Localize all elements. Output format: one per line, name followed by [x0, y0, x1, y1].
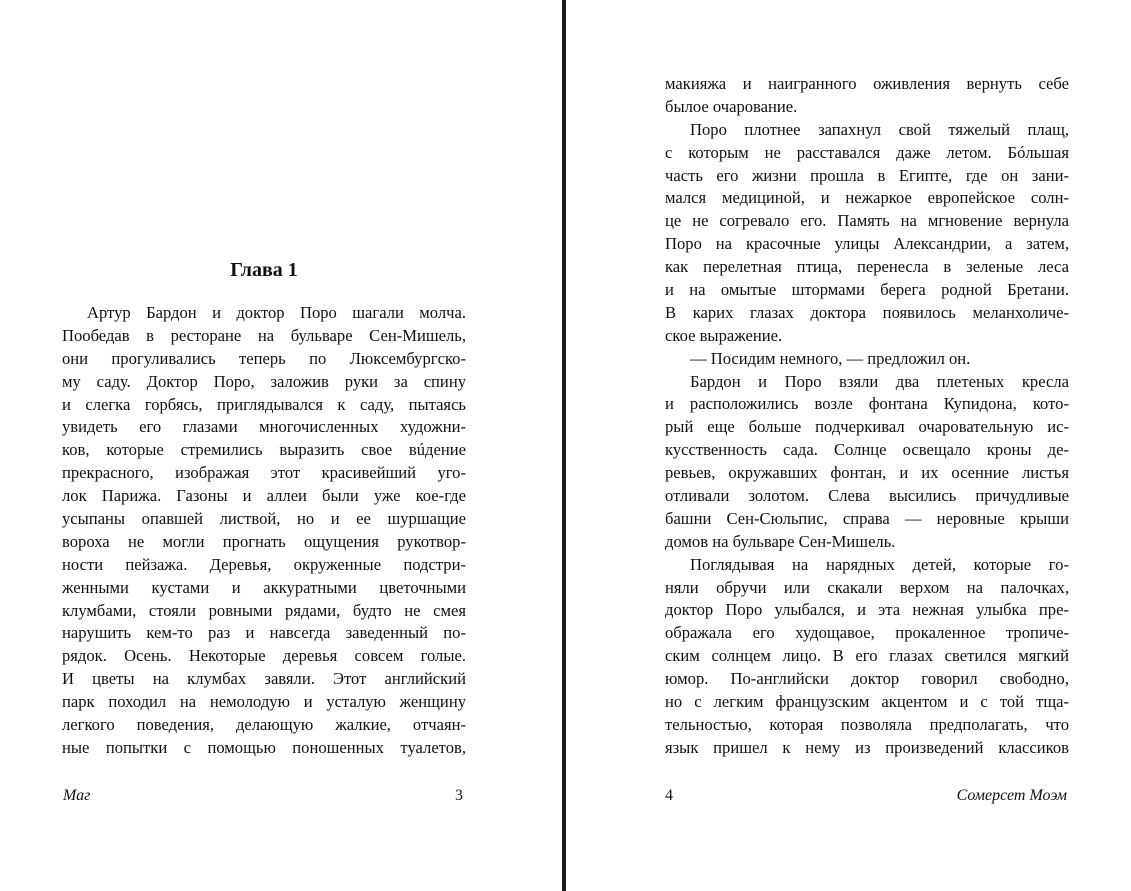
text-line: — Посидим немного, — предложил он.: [690, 348, 971, 368]
text-line: Бардон и Поро взяли два плетеных кресла: [690, 371, 1069, 391]
text-line: Пообедав в ресторане на бульваре Сен-Мишель,: [62, 325, 466, 345]
text-line: домов на бульваре Сен-Мишель.: [665, 531, 896, 551]
text-line: отливали золотом. Слева высились причудливые: [665, 486, 1069, 506]
text-line: це не согревало его. Память на мгновение вернула: [665, 211, 1069, 231]
text-line: ским солнцем лицо. В его глазах светился мягкий: [665, 646, 1069, 666]
text-line: доктор Поро улыбался, и эта нежная улыбка пре-: [665, 600, 1069, 620]
text-line: му саду. Доктор Поро, заложив руки за спину: [62, 371, 466, 391]
text-line: юмор. По-английски доктор говорил свободно,: [665, 669, 1069, 689]
text-line: Поро на красочные улицы Александрии, а затем,: [665, 234, 1069, 254]
text-line: ные попытки с помощью поношенных туалетов,: [62, 737, 466, 757]
text-line: ков, которые стремились выразить свое вúдение: [62, 440, 466, 460]
text-line: и слегка горбясь, приглядывался к саду, пытаясь: [62, 394, 466, 414]
text-line: усыпаны опавшей листвой, но и ее шуршащие: [62, 509, 466, 529]
text-line: ское выражение.: [665, 325, 783, 345]
text-line: рядок. Осень. Некоторые деревья совсем голые.: [62, 646, 466, 666]
text-line: но с легким французским акцентом и с той тща-: [665, 692, 1069, 712]
text-line: кусственность сада. Солнце освещало кроны де-: [665, 440, 1069, 460]
text-line: как перелетная птица, перенесла в зеленые леса: [665, 257, 1069, 277]
text-line: рый еще больше подчеркивал очаровательную ис-: [665, 417, 1069, 437]
right-page-number: 4: [665, 787, 673, 804]
text-line: и на омытые штормами берега родной Бретани.: [665, 280, 1069, 300]
text-line: прекрасного, изображая этот красивейший уго-: [62, 463, 466, 483]
text-line: башни Сен-Сюльпис, справа — неровные крыши: [665, 508, 1069, 528]
text-line: ображала его худощавое, прокаленное тропиче-: [665, 623, 1069, 643]
text-line: макияжа и наигранного оживления вернуть себе: [665, 74, 1069, 93]
text-line: ревьев, окружавших фонтан, и их осенние листья: [665, 463, 1069, 483]
right-page: [569, 0, 1131, 891]
left-page-number: 3: [455, 787, 463, 804]
text-line: клумбами, стояли ровными рядами, будто не смея: [62, 600, 466, 620]
text-line: нарушить кем-то раз и навсегда заведенный по-: [62, 623, 466, 643]
left-running-title: Маг: [63, 787, 91, 804]
text-line: няли обручи или скакали верхом на палочках,: [665, 577, 1069, 597]
text-line: Артур Бардон и доктор Поро шагали молча.: [87, 303, 466, 322]
text-line: язык пришел к нему из произведений классиков: [665, 737, 1069, 757]
text-line: Поро плотнее запахнул свой тяжелый плащ,: [690, 119, 1069, 139]
text-line: тельностью, которая позволяла предполагать, что: [665, 714, 1069, 734]
text-line: былое очарование.: [665, 96, 798, 116]
text-line: лок Парижа. Газоны и аллеи были уже кое-где: [62, 486, 466, 506]
text-line: легкого поведения, делающую жалкие, отчаян-: [62, 715, 466, 735]
text-line: они прогуливались теперь по Люксембургско-: [62, 348, 466, 368]
book-spine-gutter: [562, 0, 566, 891]
text-line: ности пейзажа. Деревья, окруженные подстри-: [62, 554, 466, 574]
text-line: с которым не расставался даже летом. Бóльшая: [665, 142, 1069, 162]
text-line: мался медициной, и нежаркое европейское солн-: [665, 188, 1069, 208]
text-line: увидеть его глазами многочисленных художни-: [62, 417, 466, 437]
text-line: В карих глазах доктора появилось меланхоличе-: [665, 302, 1069, 322]
text-line: парк походил на немолодую и усталую женщину: [62, 692, 466, 712]
right-page-body-text: [665, 73, 1069, 760]
text-line: женными кустами и аккуратными цветочными: [62, 577, 466, 597]
text-line: и расположились возле фонтана Купидона, кото-: [665, 394, 1069, 414]
text-line: И цветы на клумбах завяли. Этот английский: [62, 669, 466, 689]
left-page: [0, 0, 562, 891]
text-line: часть его жизни прошла в Египте, где он зани-: [665, 165, 1069, 185]
text-line: Поглядывая на нарядных детей, которые го-: [690, 554, 1069, 574]
right-running-title: Сомерсет Моэм: [956, 787, 1067, 804]
chapter-title: Глава 1: [230, 259, 298, 281]
left-page-body-text: [62, 302, 466, 760]
text-line: вороха не могли прогнать ощущения рукотвор-: [62, 531, 466, 551]
